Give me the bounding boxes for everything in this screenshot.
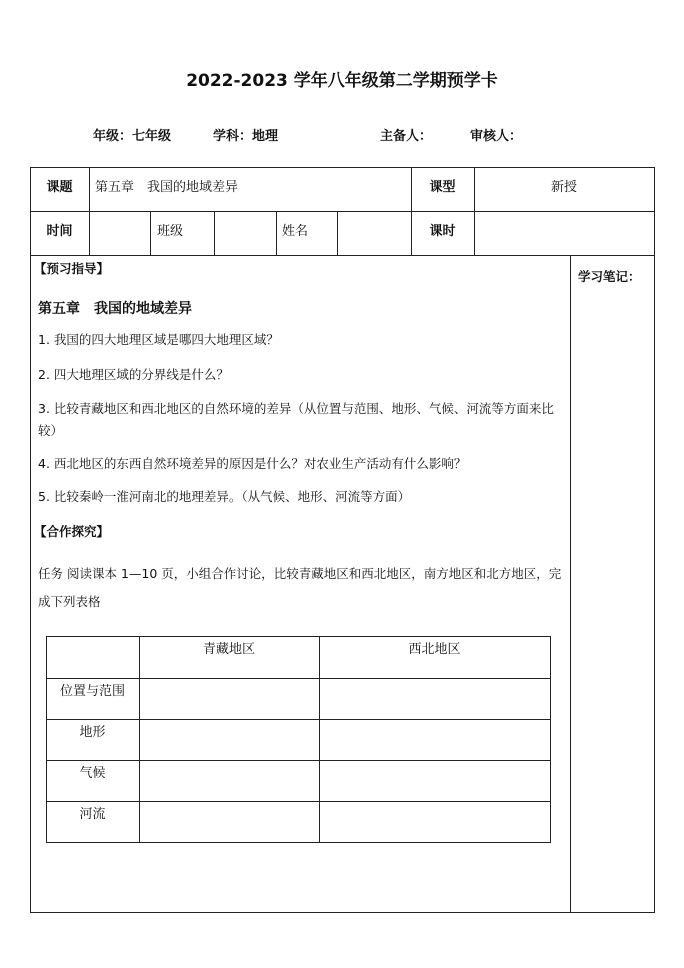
row-header-rivers: 河流 [79, 807, 106, 822]
lesson-label: 课题 [46, 180, 73, 195]
question-2: 2. 四大地理区域的分界线是什么？ [38, 367, 229, 382]
row-header-terrain: 地形 [79, 725, 106, 740]
question-4: 4. 西北地区的东西自然环境差异的原因是什么？对农业生产活动有什么影响？ [38, 456, 467, 471]
question-3: 3. 比较青藏地区和西北地区的自然环境的差异（从位置与范围、地形、气候、河流等方面来比较） [38, 401, 554, 438]
page-title: 2022-2023 学年八年级第二学期预学卡 [186, 71, 498, 91]
lesson-value: 第五章 我国的地域差异 [95, 180, 239, 195]
chapter-heading: 第五章 我国的地域差异 [38, 301, 192, 317]
period-label: 课时 [429, 224, 456, 239]
col-header-xibei: 西北地区 [408, 642, 461, 657]
reviewer-label: 审核人： [470, 129, 523, 144]
question-5: 5. 比较秦岭一淮河南北的地理差异。（从气候、地形、河流等方面） [38, 489, 411, 504]
question-1: 1. 我国的四大地理区域是哪四大地理区域？ [38, 332, 279, 347]
preview-heading: 【预习指导】 [34, 261, 110, 276]
row-header-climate: 气候 [79, 766, 106, 781]
col-header-qingzang: 青藏地区 [202, 642, 255, 657]
preparer-label: 主备人： [380, 129, 433, 144]
time-label: 时间 [46, 224, 73, 239]
type-value: 新授 [550, 180, 577, 195]
cooperate-heading: 【合作探究】 [34, 524, 110, 539]
grade-label: 年级：七年级 [93, 129, 172, 144]
task-text: 任务 阅读课本 1—10 页，小组合作讨论，比较青藏地区和西北地区，南方地区和北方地区，完成下列表格 [38, 566, 562, 609]
class-label: 班级 [157, 224, 184, 239]
type-label: 课型 [429, 180, 456, 195]
name-label: 姓名 [282, 224, 309, 239]
row-header-location: 位置与范围 [59, 684, 125, 699]
notes-label: 学习笔记： [578, 269, 641, 284]
subject-label: 学科：地理 [213, 129, 279, 144]
